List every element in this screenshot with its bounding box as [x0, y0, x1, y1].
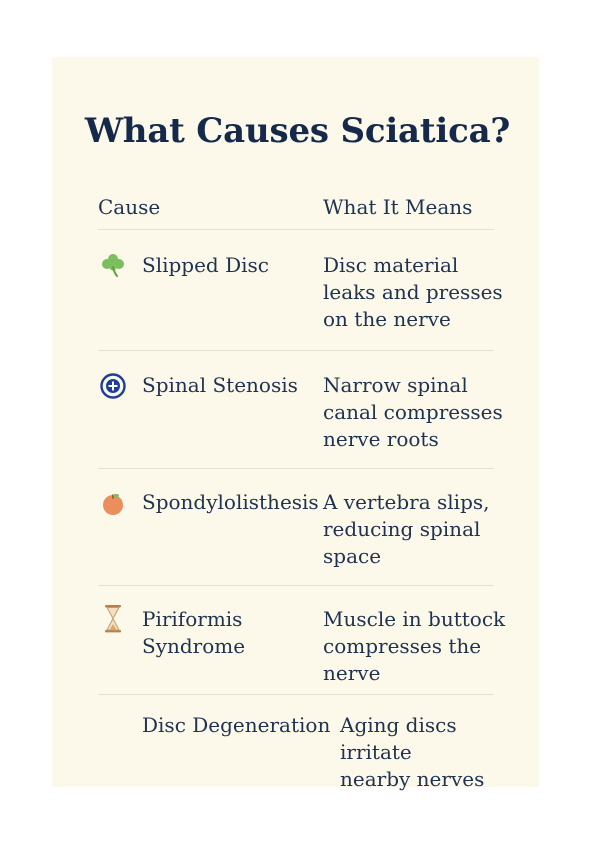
cause-label: Piriformis Syndrome [142, 607, 246, 658]
row-divider [98, 350, 494, 351]
cause-description: Narrow spinal canal compresses nerve roots [323, 373, 503, 451]
cause-description: Aging discs irritate nearby nerves [340, 713, 485, 791]
column-header-means: What It Means [323, 195, 473, 219]
row-divider [98, 694, 494, 695]
page-title: What Causes Sciatica? [84, 111, 511, 151]
cause-description: Muscle in buttock compresses the nerve [323, 607, 506, 685]
hourglass-icon [100, 604, 126, 630]
cause-description: A vertebra slips, reducing spinal space [323, 490, 490, 568]
cause-description: Disc material leaks and presses on the nerve [323, 253, 503, 331]
cause-label: Disc Degeneration [142, 713, 331, 737]
cause-label: Slipped Disc [142, 253, 269, 277]
cause-label: Spinal Stenosis [142, 373, 298, 397]
row-divider [98, 468, 494, 469]
clover-icon [100, 252, 126, 278]
column-header-cause: Cause [98, 195, 161, 219]
header-divider [98, 229, 494, 230]
row-divider [98, 585, 494, 586]
cause-label: Spondylolisthesis [142, 490, 319, 514]
plus-circle-icon [100, 373, 126, 399]
peach-icon [100, 490, 126, 516]
